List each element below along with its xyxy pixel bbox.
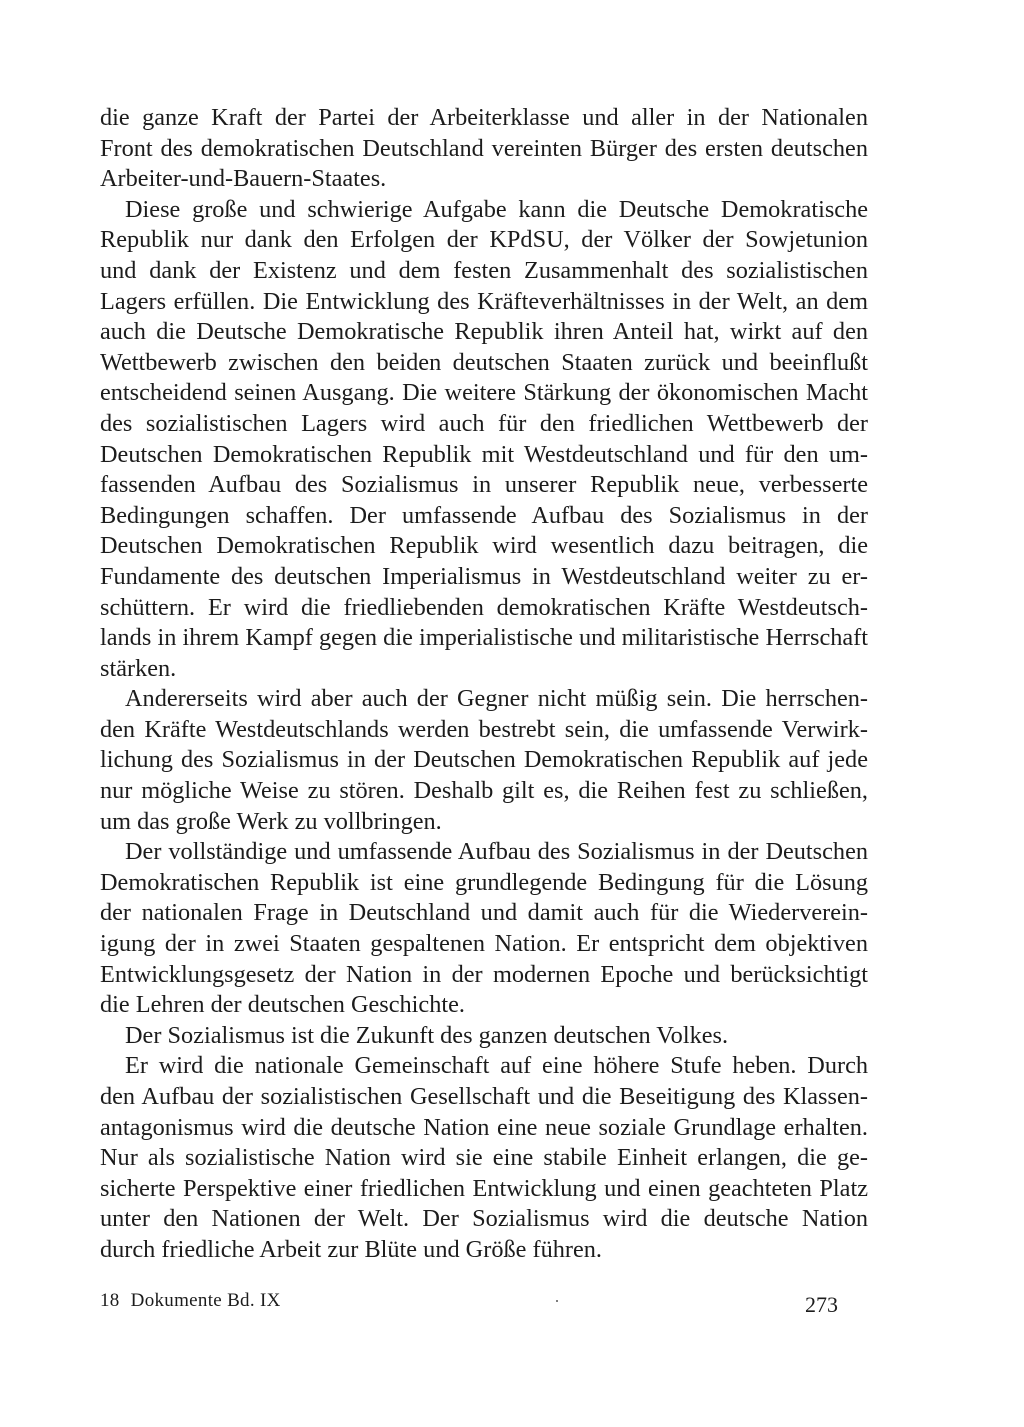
text-line: Wettbewerb zwischen den beiden deutschen Staaten zurück und beeinflußt <box>100 348 868 376</box>
text-line: Republik nur dank den Erfolgen der KPdSU, der Völker der Sowjetunion <box>100 226 868 254</box>
text-line: lichung des Sozialismus in der Deutschen Demokratischen Republik auf jede <box>100 746 868 774</box>
text-line: durch friedliche Arbeit zur Blüte und Größe führen. <box>100 1235 602 1263</box>
text-line: die Lehren der deutschen Geschichte. <box>100 991 465 1019</box>
text-line: stärken. <box>100 654 177 682</box>
text-line: Lagers erfüllen. Die Entwicklung des Kräfteverhältnisses in der Welt, an dem <box>100 287 868 315</box>
paragraph <box>100 103 868 195</box>
text-line: der nationalen Frage in Deutschland und damit auch für die Wiederverein- <box>100 899 868 927</box>
text-line: Andererseits wird aber auch der Gegner nicht müßig sein. Die herrschen- <box>125 685 868 713</box>
text-line: lands in ihrem Kampf gegen die imperialistische und militaristische Herrschaft <box>100 624 868 652</box>
text-line: Nur als sozialistische Nation wird sie eine stabile Einheit erlangen, die ge- <box>100 1144 868 1172</box>
printer-signature <box>100 1290 281 1312</box>
text-line: entscheidend seinen Ausgang. Die weitere Stärkung der ökonomischen Macht <box>100 379 868 407</box>
text-line: des sozialistischen Lagers wird auch für den friedlichen Wettbewerb der <box>100 409 868 437</box>
paragraph <box>100 837 868 1021</box>
text-line: Demokratischen Republik ist eine grundlegende Bedingung für die Lösung <box>100 868 868 896</box>
page-number: 273 <box>805 1292 838 1317</box>
text-line: den Kräfte Westdeutschlands werden bestrebt sein, die umfassende Verwirk- <box>100 715 868 743</box>
text-line: Bedingungen schaffen. Der umfassende Aufbau des Sozialismus in der <box>100 501 868 529</box>
text-line: auch die Deutsche Demokratische Republik ihren Anteil hat, wirkt auf den <box>100 318 868 346</box>
text-line: Der vollständige und umfassende Aufbau des Sozialismus in der Deutschen <box>125 838 868 866</box>
text-line: Entwicklungsgesetz der Nation in der modernen Epoche und berücksichtigt <box>100 960 868 988</box>
body-text <box>100 103 868 1266</box>
text-line: schüttern. Er wird die friedliebenden demokratischen Kräfte Westdeutsch- <box>100 593 868 621</box>
text-line: Er wird die nationale Gemeinschaft auf eine höhere Stufe heben. Durch <box>125 1052 868 1080</box>
text-line: Der Sozialismus ist die Zukunft des ganzen deutschen Volkes. <box>125 1021 729 1049</box>
text-line: den Aufbau der sozialistischen Gesellschaft und die Beseitigung des Klassen- <box>100 1083 868 1110</box>
text-line: antagonismus wird die deutsche Nation eine neue soziale Grundlage erhalten. <box>100 1113 868 1141</box>
text-line: die ganze Kraft der Partei der Arbeiterklasse und aller in der Nationalen <box>100 104 868 131</box>
paragraph <box>100 195 868 685</box>
text-line: Arbeiter-und-Bauern-Staates. <box>100 165 387 193</box>
paragraph <box>100 684 868 837</box>
text-line: Fundamente des deutschen Imperialismus in Westdeutschland weiter zu er- <box>100 562 868 590</box>
text-line: sicherte Perspektive einer friedlichen Entwicklung und einen geachteten Platz <box>100 1174 868 1202</box>
text-line: und dank der Existenz und dem festen Zusammenhalt des sozialistischen <box>100 256 868 284</box>
paragraph <box>100 1021 868 1052</box>
text-line: Deutschen Demokratischen Republik mit Westdeutschland und für den um- <box>100 440 868 468</box>
text-line: um das große Werk zu vollbringen. <box>100 807 442 835</box>
text-line: Front des demokratischen Deutschland vereinten Bürger des ersten deutschen <box>100 134 868 162</box>
text-line: fassenden Aufbau des Sozialismus in unserer Republik neue, verbesserte <box>100 471 868 499</box>
text-line: nur mögliche Weise zu stören. Deshalb gilt es, die Reihen fest zu schließen, <box>100 777 868 805</box>
page-footer <box>100 1290 838 1318</box>
text-line: Diese große und schwierige Aufgabe kann die Deutsche Demokratische <box>125 195 868 223</box>
signature-number: 18 <box>100 1290 120 1311</box>
text-line: unter den Nationen der Welt. Der Sozialismus wird die deutsche Nation <box>100 1205 868 1233</box>
signature-text: Dokumente Bd. IX <box>130 1290 281 1311</box>
text-line: Deutschen Demokratischen Republik wird wesentlich dazu beitragen, die <box>100 532 868 560</box>
paragraph <box>100 1051 868 1265</box>
text-line: igung der in zwei Staaten gespaltenen Nation. Er entspricht dem objektiven <box>100 930 868 958</box>
